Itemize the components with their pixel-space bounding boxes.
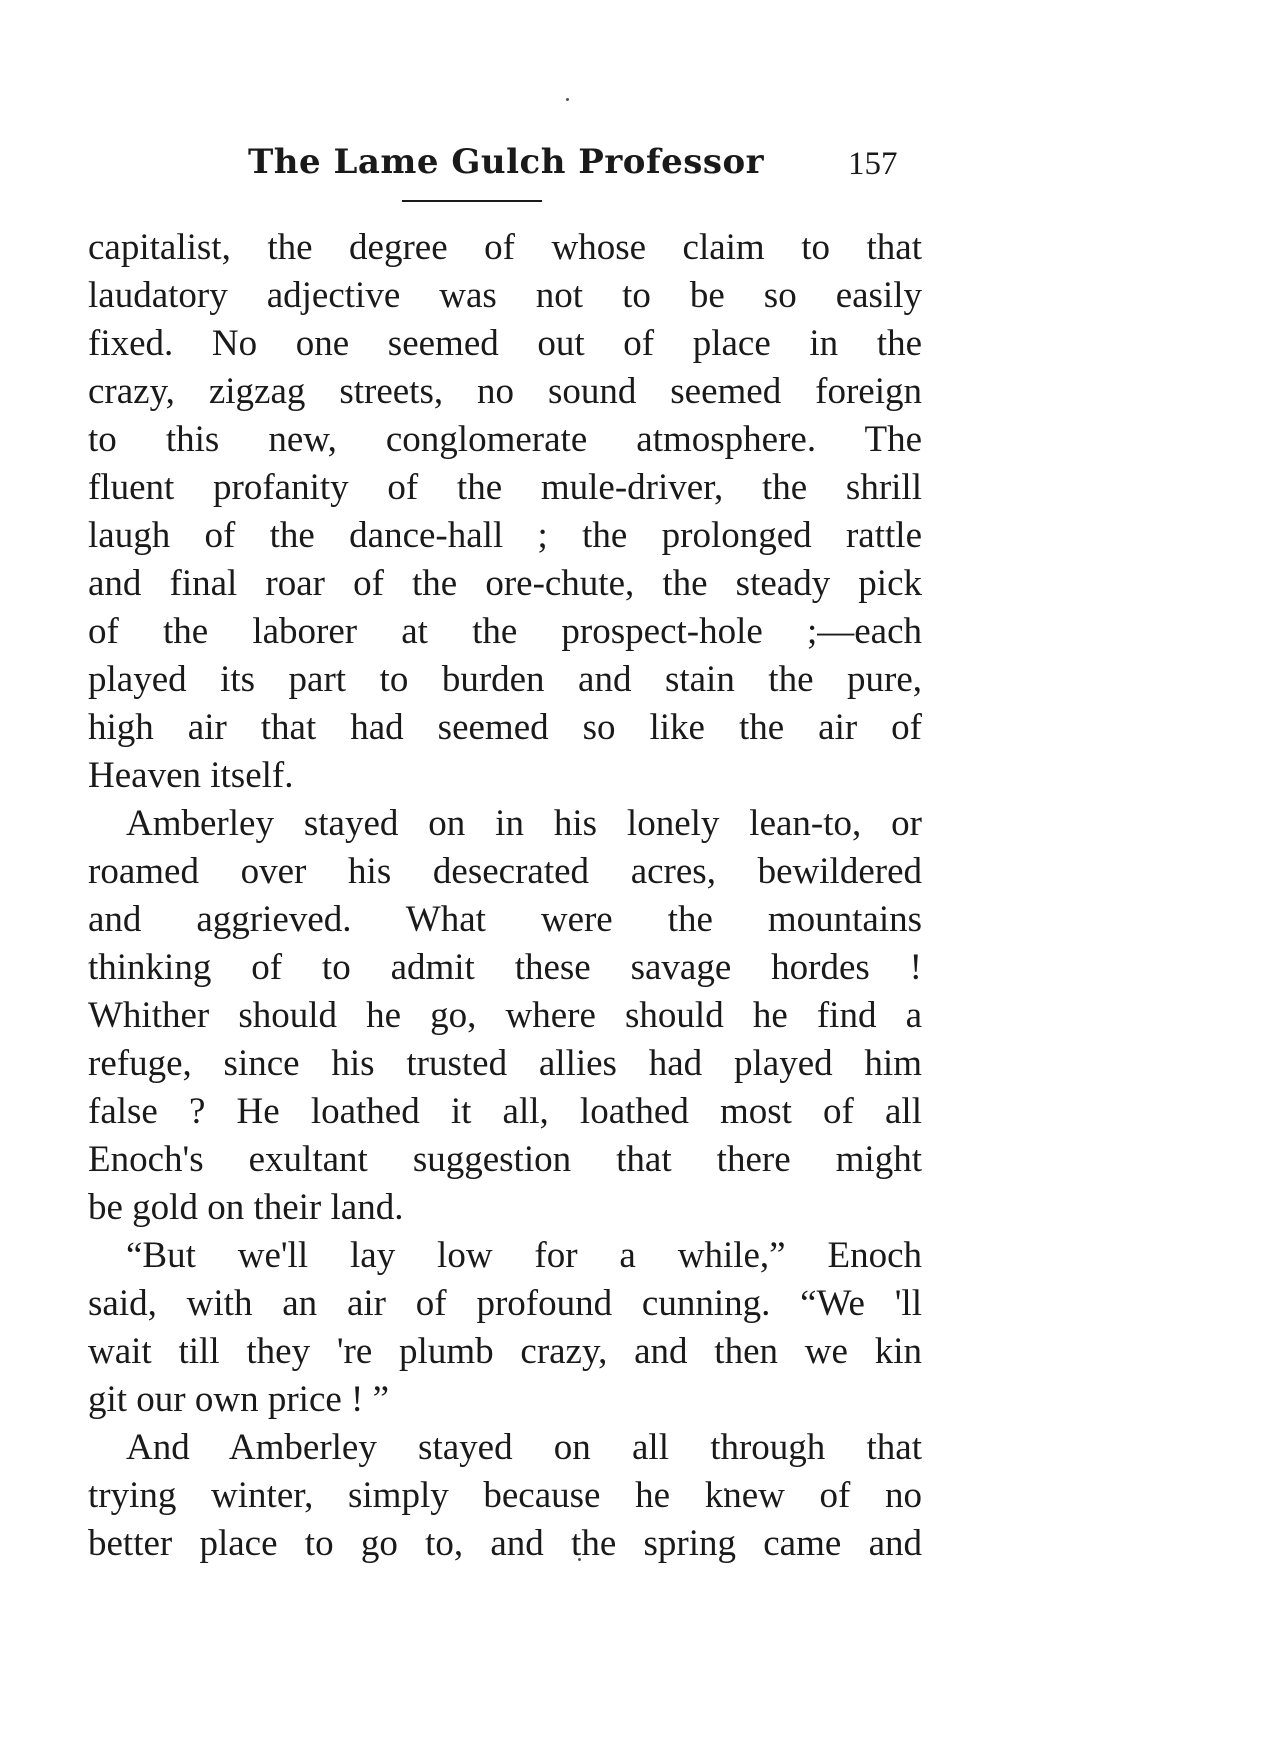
text-line: Whither should he go, where should he find a: [88, 995, 922, 1036]
text-line: laudatory adjective was not to be so easily: [88, 275, 922, 316]
text-line: false ? He loathed it all, loathed most of all: [88, 1091, 922, 1132]
text-line: played its part to burden and stain the pure,: [88, 659, 922, 700]
text-line: trying winter, simply because he knew of no: [88, 1475, 922, 1516]
ink-speck: [566, 98, 569, 101]
text-line: And Amberley stayed on all through that: [126, 1427, 922, 1468]
text-line: thinking of to admit these savage hordes !: [88, 947, 922, 988]
text-line: high air that had seemed so like the air of: [88, 707, 922, 748]
text-line: wait till they 're plumb crazy, and then we kin: [88, 1331, 922, 1372]
text-line: be gold on their land.: [88, 1187, 404, 1228]
page-number: 157: [848, 146, 898, 182]
text-line: and final roar of the ore-chute, the steady pick: [88, 563, 922, 604]
text-line: crazy, zigzag streets, no sound seemed foreign: [88, 371, 922, 412]
text-line: git our own price ! ”: [88, 1379, 390, 1420]
text-line: Enoch's exultant suggestion that there might: [88, 1139, 922, 1180]
text-line: and aggrieved. What were the mountains: [88, 899, 922, 940]
text-line: fixed. No one seemed out of place in the: [88, 323, 922, 364]
text-line: fluent profanity of the mule-driver, the shrill: [88, 467, 922, 508]
text-line: “But we'll lay low for a while,” Enoch: [126, 1235, 922, 1276]
text-line: roamed over his desecrated acres, bewildered: [88, 851, 922, 892]
text-line: Amberley stayed on in his lonely lean-to, or: [126, 803, 922, 844]
text-line: said, with an air of profound cunning. “We 'll: [88, 1283, 922, 1324]
header-rule: [402, 200, 542, 202]
text-line: laugh of the dance-hall ; the prolonged rattle: [88, 515, 922, 556]
text-line: to this new, conglomerate atmosphere. The: [88, 419, 922, 460]
running-title: The Lame Gulch Professor: [248, 142, 765, 182]
text-line: better place to go to, and the spring came and: [88, 1523, 922, 1564]
text-line: capitalist, the degree of whose claim to that: [88, 227, 922, 268]
body-text: [88, 224, 922, 1568]
text-line: refuge, since his trusted allies had played him: [88, 1043, 922, 1084]
text-line: of the laborer at the prospect-hole ;—each: [88, 611, 922, 652]
text-line: Heaven itself.: [88, 755, 294, 796]
